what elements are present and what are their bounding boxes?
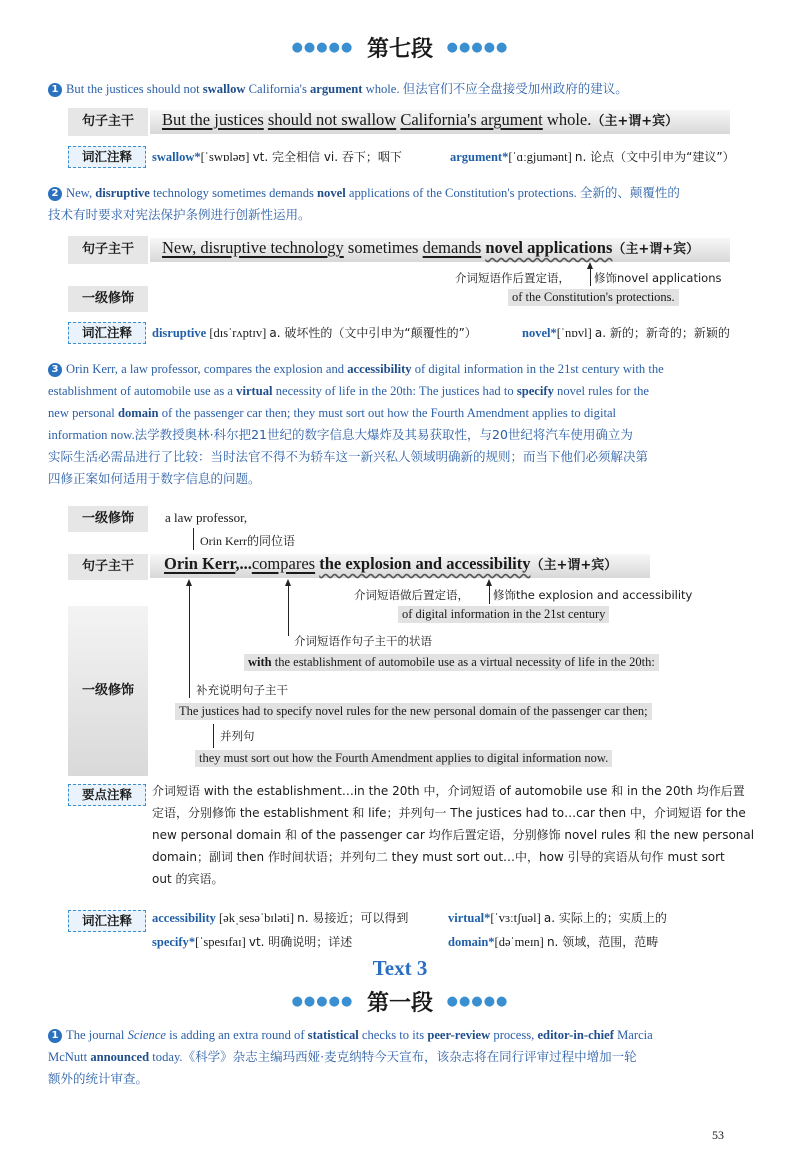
right-dots: ●●●●●: [446, 994, 509, 1009]
sentence-number: 2: [48, 187, 62, 201]
vocab-entry: novel*[ˈnɒvl] a. 新的；新奇的；新颖的: [522, 326, 730, 340]
modifier-phrase: of digital information in the 21st century: [398, 606, 609, 623]
vocab-entry: accessibility [əkˌsesəˈbɪləti] n. 易接近；可以得到: [152, 911, 409, 925]
sentence-3: 3 Orin Kerr, a law professor, compares the explosion and accessibility of digital information in the 21st century with the establishment of automobile use as a virtual necessity of life in the 20th: The justices had to specify novel rules for the new personal domain of the passenger car then; they must sort out how the Fourth Amendment applies to digital information now.法学教授奥林·科尔把21世纪的数字信息大爆炸及其易获取性，与20世纪将汽车使用确立为 实际生活必需品进行了比较：当时法官不得不为轿车这一新兴私人领域明确新的规则；而当下他们必须解决第 四修正案如何适用于数字信息的问题。: [48, 362, 664, 486]
annotation: Orin Kerr的同位语: [200, 534, 295, 548]
connector-line: [213, 724, 214, 748]
section-title: [0, 986, 800, 1017]
sentence-number: 1: [48, 1029, 62, 1043]
sentence-1: 1 The journal Science is adding an extra round of statistical checks to its peer-review process, editor-in-chief Marcia McNutt announced today.《科学》杂志主编玛西娅·麦克纳特今天宣布，该杂志将在同行评审过程中增加一轮 额外的统计审查。: [48, 1028, 653, 1086]
label-main-clause: 句子主干: [68, 554, 148, 580]
key-notes-label: 要点注释: [68, 784, 146, 806]
main-clause: But the justices should not swallow California's argument whole.（主+谓+宾）: [162, 110, 679, 129]
vocab-entry: swallow*[ˈswɒləʊ] vt. 完全相信 vi. 吞下；咽下: [152, 150, 402, 164]
sentence-number: 3: [48, 363, 62, 377]
left-dots: ●●●●●: [291, 994, 354, 1009]
keyword: swallow: [202, 82, 246, 96]
connector-line: [189, 584, 190, 698]
annotation: 介词短语做后置定语，: [354, 588, 469, 602]
left-dots: ●●●●●: [291, 40, 354, 55]
vocab-entry: disruptive [dɪsˈrʌptɪv] a. 破坏性的（文中引申为“颠覆性的”）: [152, 326, 477, 340]
keyword: disruptive: [95, 186, 150, 200]
connector-line: [489, 584, 490, 604]
section-title-text: 第七段: [366, 36, 433, 62]
modifier-phrase: with the establishment of automobile use as a virtual necessity of life in the 20th:: [244, 654, 659, 671]
annotation: 补充说明句子主干: [196, 683, 288, 697]
vocab-entry: specify*[ˈspesɪfaɪ] vt. 明确说明；详述: [152, 935, 353, 949]
annotation: 介词短语作后置定语，: [455, 271, 570, 285]
appositive: a law professor,: [165, 510, 248, 525]
translation: 但法官们不应全盘接受加州政府的建议。: [402, 81, 628, 96]
label-modifier: 一级修饰: [68, 606, 148, 776]
vocab-label: 词汇注释: [68, 146, 146, 168]
section-title: [0, 32, 800, 63]
main-clause: New, disruptive technology sometimes demands novel applications（主+谓+宾）: [162, 238, 700, 257]
keyword: argument: [310, 82, 363, 96]
connector-line: [590, 266, 591, 286]
annotation: 修饰novel applications: [594, 271, 722, 285]
section-title-text: 第一段: [366, 990, 433, 1016]
vocab-label: 词汇注释: [68, 910, 146, 932]
main-clause: Orin Kerr,...compares the explosion and accessibility（主+谓+宾）: [164, 554, 618, 573]
label-main-clause: 句子主干: [68, 236, 148, 264]
right-dots: ●●●●●: [446, 40, 509, 55]
modifier-phrase: they must sort out how the Fourth Amendment applies to digital information now.: [195, 750, 612, 767]
label-main-clause: 句子主干: [68, 108, 148, 136]
vocab-label: 词汇注释: [68, 322, 146, 344]
vocab-entry: virtual*[ˈvɜːtʃuəl] a. 实际上的；实质上的: [448, 911, 667, 925]
label-modifier: 一级修饰: [68, 286, 148, 312]
keyword: novel: [317, 186, 346, 200]
connector-line: [288, 584, 289, 636]
sentence-1: 1 But the justices should not swallow California's argument whole. 但法官们不应全盘接受加州政府的建议。: [48, 78, 788, 100]
annotation: 介词短语作句子主干的状语: [294, 634, 432, 648]
annotation: 并列句: [220, 729, 255, 743]
modifier-phrase: The justices had to specify novel rules for the new personal domain of the passenger car then;: [175, 703, 652, 720]
arrow-up-icon: [587, 262, 593, 269]
text-heading: Text 3: [372, 956, 428, 980]
page-number: 53: [712, 1128, 724, 1142]
annotation: 修饰the explosion and accessibility: [493, 588, 693, 602]
sentence-2: 2 New, disruptive technology sometimes demands novel applications of the Constitution's protections. 全新的、颠覆性的 技术有时要求对宪法保护条例进行创新性运用。: [48, 185, 680, 222]
connector-line: [193, 528, 194, 550]
vocab-entry: domain*[dəˈmeɪn] n. 领域，范围，范畴: [448, 935, 659, 949]
modifier-phrase: of the Constitution's protections.: [508, 289, 679, 306]
vocab-entry: argument*[ˈɑːgjumənt] n. 论点（文中引申为“建议”）: [450, 150, 735, 164]
label-modifier: 一级修饰: [68, 506, 148, 532]
key-notes: 介词短语 with the establishment…in the 20th 中，介词短语 of automobile use 和 in the 20th 均作后置 定语，分别修饰 the establishment 和 life；并列句一 The justices had to…car then 中，介词短语 for the new personal domain 和 of the passenger car 均作后置定语，分别修饰 novel rules 和 the new personal domain；副词 then 作时间状语；并列句二 they must sort out…中，how 引导的宾语从句作 must sort out 的宾语。: [152, 784, 755, 886]
sentence-number: 1: [48, 83, 62, 97]
